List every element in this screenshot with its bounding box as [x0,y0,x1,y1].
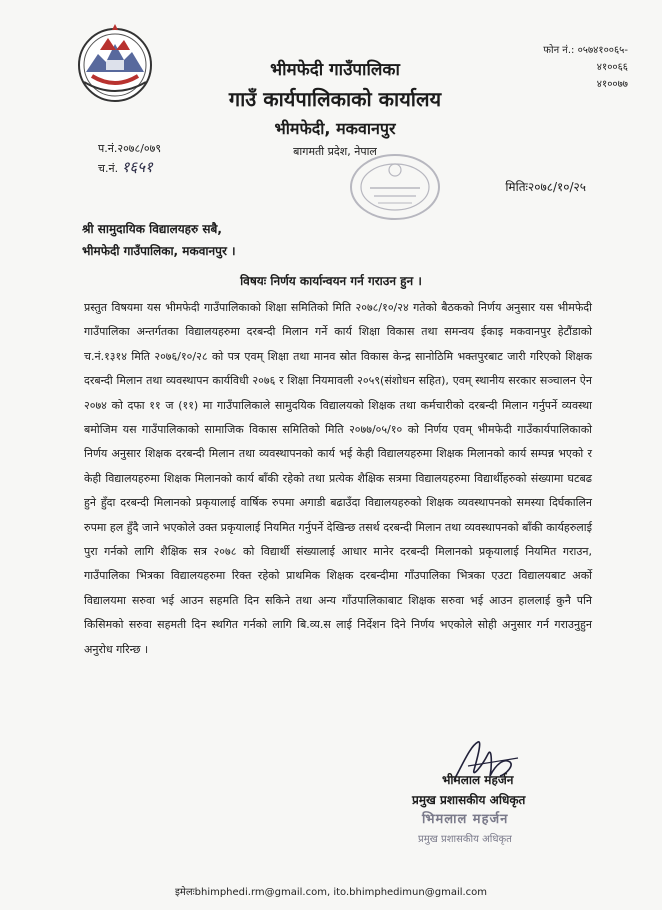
phone-line-3: ४१००७७ [596,79,628,90]
letter-body: प्रस्तुत विषयमा यस भीमफेदी गाउँपालिकाको शिक्षा समितिको मिति २०७८/१०/२४ गतेको बैठकको निर्णय अनुसार यस भीमफेदी गाउँपालिका अन्तर्गतका विद्यालयहरुमा दरबन्दी मिलान गर्ने कार्य शिक्षा विकास तथा समन्वय ईकाइ मकवानपुर हेटौंडाको च.नं.१३१४ मिति २०७६/१०/२८ को पत्र एवम् शिक्षा तथा मानव स्रोत विकास केन्द्र सानोठिमि भक्तपुरबाट जारी गरिएको शिक्षक दरबन्दी मिलान तथा व्यवस्थापन कार्यविधी २०७६ र शिक्षा नियमावली २०५९(संशोधन सहित), एवम् स्थानीय सरकार सञ्चालन ऐन २०७४ को दफा ११ ज (११) मा गाउँपालिकाले सामुदयिक विद्यालयको शिक्षक तथा कर्मचारीको दरबन्दी मिलान गर्नुपर्ने व्यवस्था बमोजिम यस गाउँपालिकाको सामाजिक विकास समितिको मिति २०७७/०५/१० को निर्णय एवम् भीमफेदी गाउँकार्यपालिकाको निर्णय अनुसार शिक्षक दरबन्दी मिलान तथा व्यवस्थापनको कार्य भई केही विद्यालयहरुमा शिक्षक मिलानको कार्य सम्पन्न भएको र केही विद्यालयहरुमा शिक्षक मिलानको कार्य बाँकी रहेको तथा प्रत्येक शैक्षिक सत्रमा विद्यालयहरुमा विद्यार्थीहरुको संख्यामा घटबढ हुने हुँदा दरबन्दी मिलानको प्रकृयालाई वार्षिक रुपमा अगाडी बढाउँदा विद्यालयहरुको शिक्षक व्यवस्थापनको समस्या दिर्घकालिन रुपमा हल हुँदै जाने भएकोले उक्त प्रकृयालाई नियमित गर्नुपर्ने देखिन्छ तसर्थ दरबन्दी मिलान तथा व्यवस्थापनको बाँकी कार्यहरुलाई पुरा गर्नको लागि शैक्षिक सत्र २०७८ को विद्यार्थी संख्यालाई आधार मानेर दरबन्दी मिलानको प्रकृयालाई नियमित गराउन, गाउँपालिका भित्रका विद्यालयहरुमा रिक्त रहेको प्राथमिक शिक्षक दरबन्दीमा गाँउपालिका भित्रका एउटा विद्यालयबाट अर्को विद्यालयमा सरुवा भई आउन सहमति दिन सकिने तथा अन्य गाँउपालिकाबाट शिक्षक सरुवा भई आउन हाललाई कुनै पनि किसिमको सरुवा सहमती दिन स्थगित गर्नको लागि बि.व्य.स लाई निर्देशन दिने निर्णय भएकोले सोही अनुसार गर्न गराउनुहुन अनुरोध गरिन्छ । [84,301,592,656]
letterhead [170,56,500,160]
chalani-label: च.नं. [98,162,119,175]
signatory-name: भीमलाल महर्जन [442,773,514,787]
seal-name: भिमलाल महर्जन [422,812,509,827]
letter-date: मितिः२०७८/१०/२५ [505,180,586,194]
chalani-line [98,158,161,178]
seal-title: प्रमुख प्रशासकीय अधिकृत [418,834,512,845]
addressee-line-2: भीमफेदी गाउँपालिका, मकवानपुर । [82,244,236,258]
phone-line-2: ४१००६६ [596,62,628,73]
office-subtitle: गाउँ कार्यपालिकाको कार्यालय [228,87,442,111]
addressee-line-1: श्री सामुदायिक विद्यालयहरु सबै, [82,222,222,236]
signatory-title: प्रमुख प्रशासकीय अधिकृत [412,793,526,807]
patra-number: प.नं.२०७८/०७९ [98,142,162,155]
office-location: भीमफेदी, मकवानपुर [274,119,396,138]
province-line: बागमती प्रदेश, नेपाल [293,145,377,158]
footer-email: इमेलःbhimphedi.rm@gmail.com, ito.bhimphedimun@gmail.com [174,887,488,898]
phone-line-1: फोन नं.: ०५७४१००६५- [543,45,628,56]
chalani-number: १६५१ [121,158,153,176]
reference-numbers [98,140,161,178]
phone-numbers [478,42,628,93]
office-stamp-icon [340,148,450,226]
subject-line: विषयः निर्णय कार्यान्वयन गर्न गराउन हुन । [240,274,422,288]
office-name: भीमफेदी गाउँपालिका [270,60,400,80]
addressee [82,218,236,262]
nepal-government-emblem-icon [72,20,158,106]
signature-block [412,770,602,850]
